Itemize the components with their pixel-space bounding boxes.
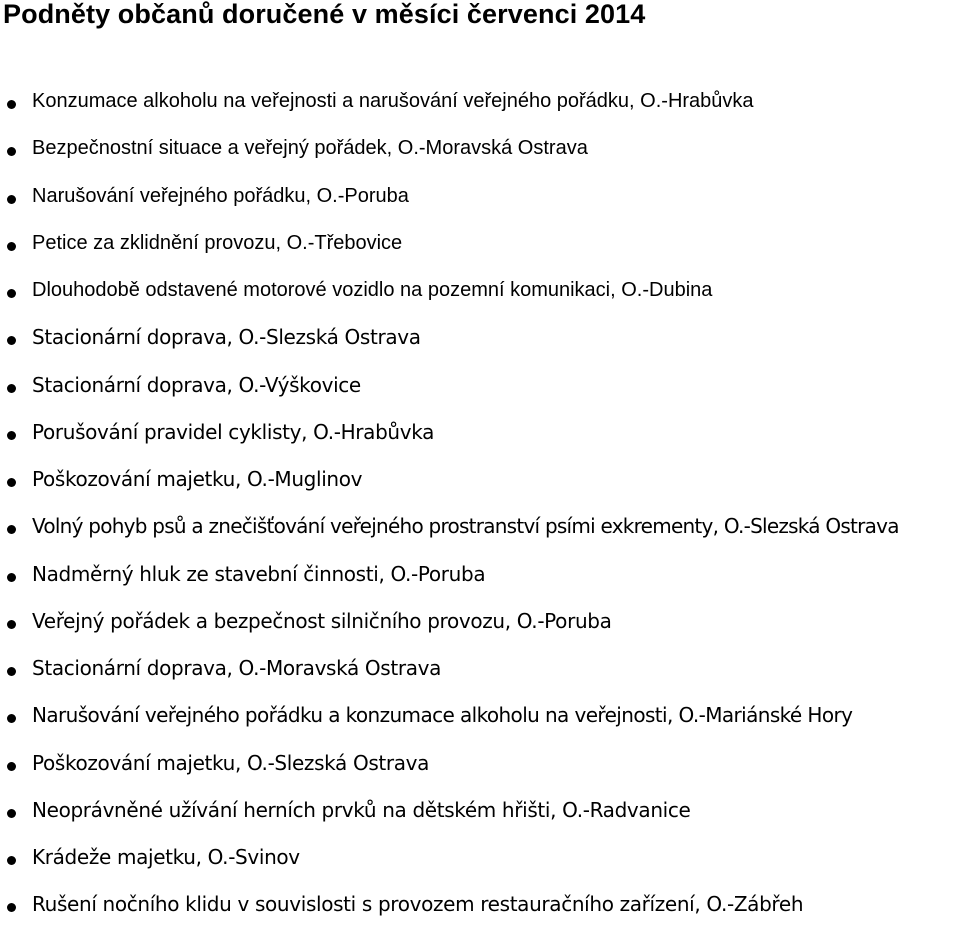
bullet-icon [7, 336, 16, 345]
bullet-icon [7, 431, 16, 440]
bullet-icon [7, 714, 16, 723]
page-title: Podněty občanů doručené v měsíci červenci 2014 [3, 0, 646, 29]
list-item-text: Krádeže majetku, O.-Svinov [32, 845, 300, 869]
list-item-text: Konzumace alkoholu na veřejnosti a narušování veřejného pořádku, O.-Hrabůvka [32, 90, 754, 112]
list-item-text: Dlouhodobě odstavené motorové vozidlo na pozemní komunikaci, O.-Dubina [32, 279, 713, 301]
bullet-icon [7, 856, 16, 865]
list-item-text: Stacionární doprava, O.-Slezská Ostrava [32, 325, 421, 350]
list-item-text: Neoprávněné užívání herních prvků na dětském hřišti, O.-Radvanice [32, 797, 691, 822]
bullet-icon [7, 100, 16, 109]
list-item-text: Stacionární doprava, O.-Moravská Ostrava [32, 656, 442, 680]
bullet-icon [7, 384, 16, 393]
bullet-icon [7, 147, 16, 156]
bullet-icon [7, 620, 16, 629]
bullet-icon [7, 667, 16, 676]
list-item-text: Poškozování majetku, O.-Muglinov [32, 467, 363, 491]
bullet-icon [7, 478, 16, 487]
list-item-text: Bezpečnostní situace a veřejný pořádek, O.-Moravská Ostrava [32, 137, 588, 160]
bullet-icon [7, 195, 16, 204]
list-item-text: Poškozování majetku, O.-Slezská Ostrava [32, 750, 430, 775]
bullet-icon [7, 762, 16, 771]
list-item-text: Nadměrný hluk ze stavební činnosti, O.-Poruba [32, 561, 486, 586]
bullet-icon [7, 903, 16, 912]
list-item-text: Stacionární doprava, O.-Výškovice [32, 372, 361, 397]
list-item-text: Veřejný pořádek a bezpečnost silničního provozu, O.-Poruba [32, 608, 612, 633]
bullet-icon [7, 573, 16, 582]
list-item-text: Narušování veřejného pořádku a konzumace alkoholu na veřejnosti, O.-Mariánské Hory [32, 703, 853, 728]
bullet-icon [7, 242, 16, 251]
bullet-icon [7, 525, 16, 534]
list-item-text: Rušení nočního klidu v souvislosti s provozem restauračního zařízení, O.-Zábřeh [32, 892, 804, 917]
list-item-text: Porušování pravidel cyklisty, O.-Hrabůvka [32, 419, 435, 444]
bullet-icon [7, 809, 16, 818]
list-item-text: Volný pohyb psů a znečišťování veřejného prostranství psími exkrementy, O.-Slezská Ostrava [32, 514, 899, 539]
list-item-text: Petice za zklidnění provozu, O.-Třebovice [32, 231, 403, 254]
bullet-icon [7, 289, 16, 298]
list-item-text: Narušování veřejného pořádku, O.-Poruba [32, 184, 409, 207]
